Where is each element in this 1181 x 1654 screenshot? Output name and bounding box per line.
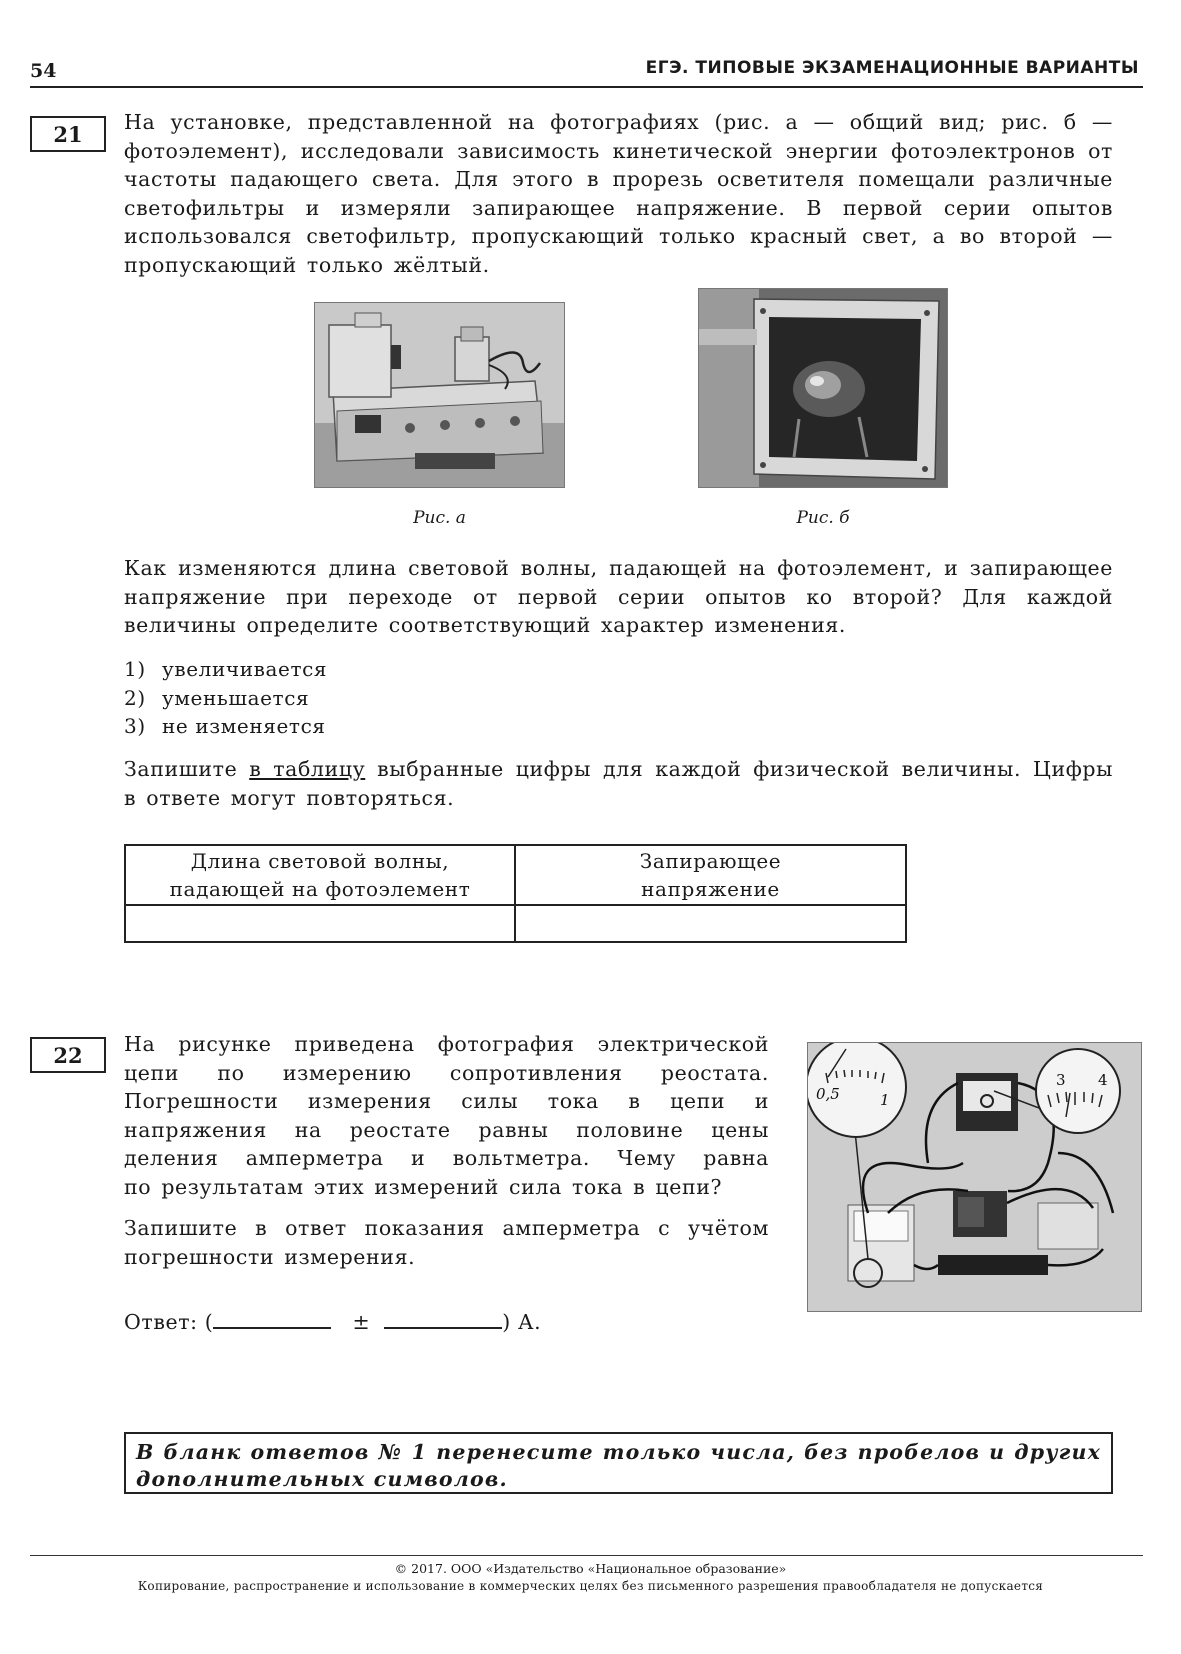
- answer-cell-wavelength[interactable]: [125, 905, 515, 942]
- table-header-wavelength: [125, 845, 515, 905]
- caption-a: Рис. а: [413, 508, 466, 528]
- answer-label: Ответ: (: [124, 1310, 214, 1334]
- photo-a-setup: [314, 302, 565, 488]
- task-21-number: 21: [30, 116, 106, 152]
- circuit-photo: [807, 1042, 1142, 1312]
- instruction-text: выбранные цифры для каждой физической величины. Цифры: [365, 757, 1113, 781]
- instruction-text: Запишите: [124, 757, 250, 781]
- task-21-intro: [124, 108, 1113, 279]
- page-number: 54: [30, 60, 57, 82]
- intro-line: светофильтры и измеряли запирающее напряжение. В первой серии опытов: [124, 195, 1113, 220]
- left-dial-label-a: 0,5: [816, 1085, 840, 1103]
- question-line: величины определите соответствующий характер изменения.: [124, 613, 846, 637]
- left-dial-label-b: 1: [880, 1091, 890, 1109]
- text-line: Погрешности измерения силы тока в цепи и: [124, 1089, 769, 1113]
- text-line: На рисунке приведена фотография электрической: [124, 1032, 769, 1056]
- task-22-text: [124, 1030, 769, 1201]
- instruction-line: в ответе могут повторяться.: [124, 785, 455, 810]
- instruction-line: погрешности измерения.: [124, 1244, 416, 1269]
- instruction-line: Запишите в ответ показания амперметра с учётом: [124, 1216, 769, 1240]
- option-item: [124, 712, 327, 741]
- answer-table: [124, 844, 907, 943]
- footer-copyright: © 2017. ООО «Издательство «Национальное образование»: [394, 1561, 787, 1576]
- caption-b: Рис. б: [796, 508, 850, 528]
- answer-cell-voltage[interactable]: [515, 905, 906, 942]
- right-dial-label-a: 3: [1056, 1071, 1066, 1089]
- answer-sheet-notice: [124, 1432, 1113, 1494]
- intro-line: частоты падающего света. Для этого в прорезь осветителя помещали различные: [124, 167, 1113, 191]
- intro-line: фотоэлемент), исследовали зависимость кинетической энергии фотоэлектронов от: [124, 138, 1113, 163]
- intro-line: пропускающий только жёлтый.: [124, 252, 490, 277]
- notice-line: В бланк ответов № 1 перенесите только числа, без пробелов и других: [136, 1440, 1101, 1464]
- question-line: Как изменяются длина световой волны, падающей на фотоэлемент, и запирающее: [124, 556, 1113, 580]
- header-line: Запирающее: [639, 849, 782, 873]
- task-22-answer: [124, 1307, 541, 1334]
- text-line: цепи по измерению сопротивления реостата.: [124, 1060, 769, 1085]
- option-text: не изменяется: [162, 714, 326, 738]
- header-line: падающей на фотоэлемент: [169, 877, 471, 901]
- running-head: ЕГЭ. ТИПОВЫЕ ЭКЗАМЕНАЦИОННЫЕ ВАРИАНТЫ: [645, 58, 1139, 78]
- answer-unit: ) А.: [502, 1310, 542, 1334]
- task-22-number: 22: [30, 1037, 106, 1073]
- text-line: деления амперметра и вольтметра. Чему равна: [124, 1146, 769, 1170]
- text-line: по результатам этих измерений сила тока в цепи?: [124, 1174, 723, 1199]
- task-22-instruction: [124, 1214, 769, 1271]
- notice-line: дополнительных символов.: [136, 1467, 508, 1491]
- task-21-options: [124, 655, 327, 741]
- option-item: [124, 655, 327, 684]
- instruction-line: [124, 755, 1113, 784]
- task-21-instruction: [124, 755, 1113, 812]
- table-header-voltage: [515, 845, 906, 905]
- option-number: 3): [124, 714, 146, 738]
- photo-a-illustration: [315, 303, 565, 488]
- answer-error-field[interactable]: [384, 1307, 502, 1329]
- text-line: напряжения на реостате равны половине цены: [124, 1117, 769, 1142]
- plus-minus-sign: ±: [352, 1310, 371, 1334]
- right-dial-label-b: 4: [1098, 1071, 1108, 1089]
- circuit-illustration: [808, 1043, 1142, 1312]
- option-number: 2): [124, 685, 146, 710]
- answer-value-field[interactable]: [213, 1307, 331, 1329]
- header-line: Длина световой волны,: [190, 849, 450, 873]
- instruction-underlined: в таблицу: [249, 757, 366, 781]
- question-line: напряжение при переходе от первой серии опытов ко второй? Для каждой: [124, 584, 1113, 609]
- header-line: напряжение: [641, 877, 780, 901]
- intro-line: использовался светофильтр, пропускающий только красный свет, а во второй —: [124, 224, 1113, 248]
- intro-line: На установке, представленной на фотографиях (рис. а — общий вид; рис. б —: [124, 110, 1113, 134]
- photo-b-illustration: [699, 289, 948, 488]
- option-text: уменьшается: [162, 685, 310, 710]
- option-number: 1): [124, 657, 146, 681]
- task-21-question: [124, 554, 1113, 640]
- footer-notice: Копирование, распространение и использование в коммерческих целях без письменного разрешения правообладателя не допускается: [137, 1579, 1044, 1593]
- header-rule: [30, 86, 1143, 88]
- footer-rule: [30, 1555, 1143, 1556]
- option-item: [124, 684, 327, 713]
- photo-b-photocell: [698, 288, 948, 488]
- option-text: увеличивается: [162, 657, 328, 681]
